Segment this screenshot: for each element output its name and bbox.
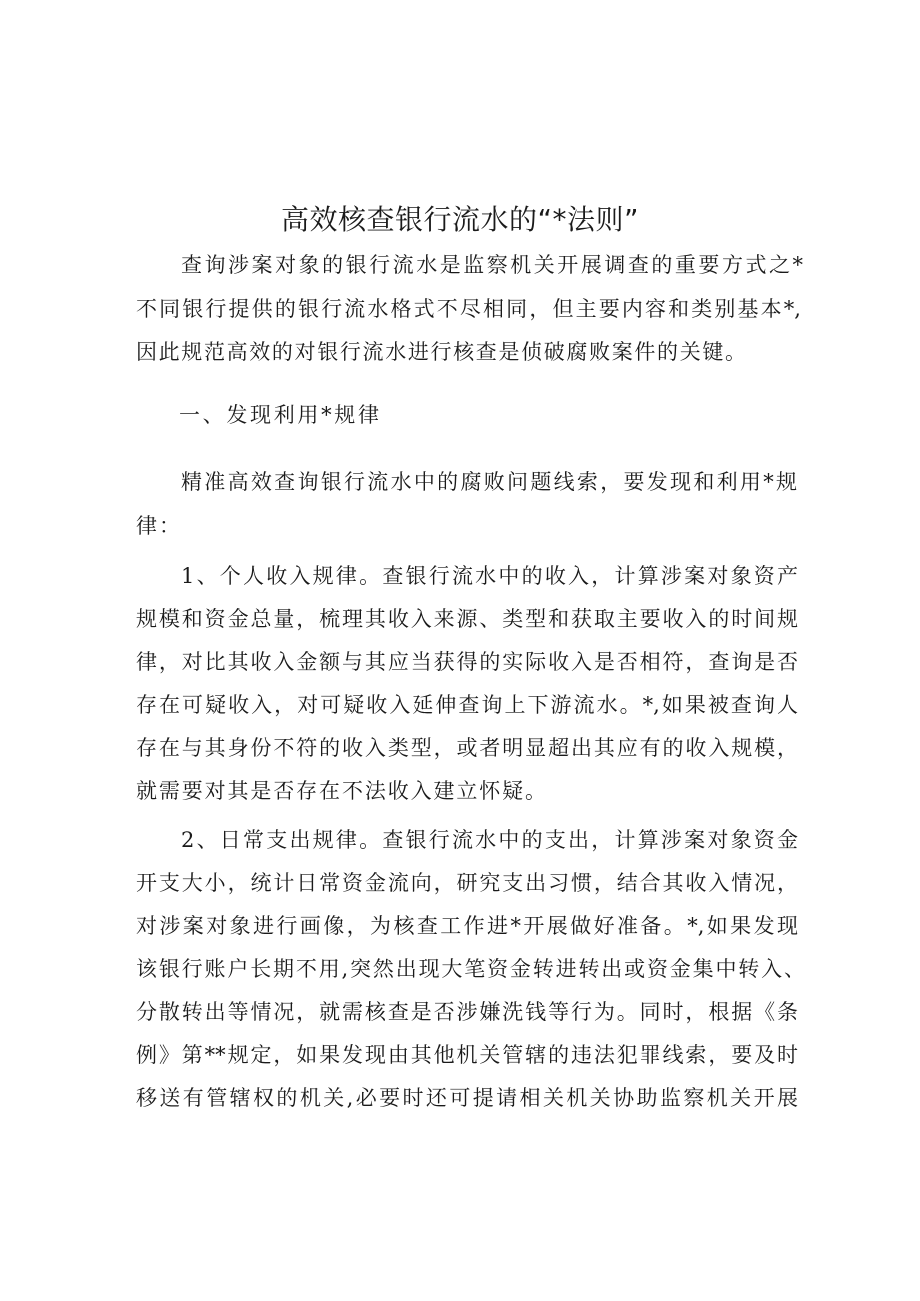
paragraph-line [0, 1080, 920, 1116]
paragraph-line [0, 908, 920, 944]
line-text: 律，对比其收入金额与其应当获得的实际收入是否相符，查询是否 [136, 650, 798, 674]
paragraph-line [0, 865, 920, 901]
line-text: 存在可疑收入，对可疑收入延伸查询上下游流水。*,如果被查询人 [136, 693, 798, 717]
paragraph-line [0, 508, 920, 544]
paragraph-line [0, 951, 920, 987]
paragraph-line [0, 464, 920, 500]
paragraph-line [0, 247, 920, 283]
line-text: 开支大小，统计日常资金流向，研究支出习惯，结合其收入情况， [136, 871, 798, 895]
line-text: 就需要对其是否存在不法收入建立怀疑。 [136, 779, 546, 803]
paragraph-line [0, 558, 920, 594]
line-text: 查询涉案对象的银行流水是监察机关开展调查的重要方式之* [181, 253, 803, 277]
paragraph-line [0, 773, 920, 809]
section-heading [0, 397, 920, 433]
line-text: 1、个人收入规律。查银行流水中的收入，计算涉案对象资产 [181, 564, 798, 588]
line-text: 2、日常支出规律。查银行流水中的支出，计算涉案对象资金 [181, 828, 798, 852]
paragraph-line [0, 291, 920, 327]
paragraph-line [0, 334, 920, 370]
line-text: 律： [136, 514, 180, 538]
line-text: 因此规范高效的对银行流水进行核查是侦破腐败案件的关键。 [136, 340, 746, 364]
paragraph-line [0, 1037, 920, 1073]
line-text: 分散转出等情况，就需核查是否涉嫌洗钱等行为。同时，根据《条 [136, 1000, 798, 1024]
paragraph-line [0, 644, 920, 680]
line-text: 存在与其身份不符的收入类型，或者明显超出其应有的收入规模， [136, 736, 798, 760]
paragraph-line [0, 687, 920, 723]
line-text: 对涉案对象进行画像，为核查工作进*开展做好准备。*,如果发现 [136, 914, 798, 938]
line-text: 例》第**规定，如果发现由其他机关管辖的违法犯罪线索，要及时 [136, 1043, 798, 1067]
line-text: 不同银行提供的银行流水格式不尽相同，但主要内容和类别基本*, [136, 297, 801, 321]
line-text: 移送有管辖权的机关,必要时还可提请相关机关协助监察机关开展 [136, 1086, 798, 1110]
paragraph-line [0, 601, 920, 637]
paragraph-line [0, 822, 920, 858]
paragraph-line [0, 994, 920, 1030]
line-text: 该银行账户长期不用,突然出现大笔资金转进转出或资金集中转入、 [136, 957, 805, 981]
paragraph-line [0, 730, 920, 766]
line-text: 规模和资金总量，梳理其收入来源、类型和获取主要收入的时间规 [136, 607, 798, 631]
line-text: 一、发现利用*规律 [179, 403, 379, 427]
line-text: 精准高效查询银行流水中的腐败问题线索，要发现和利用*规 [181, 470, 797, 494]
document-title: 高效核查银行流水的“*法则” [280, 203, 639, 236]
